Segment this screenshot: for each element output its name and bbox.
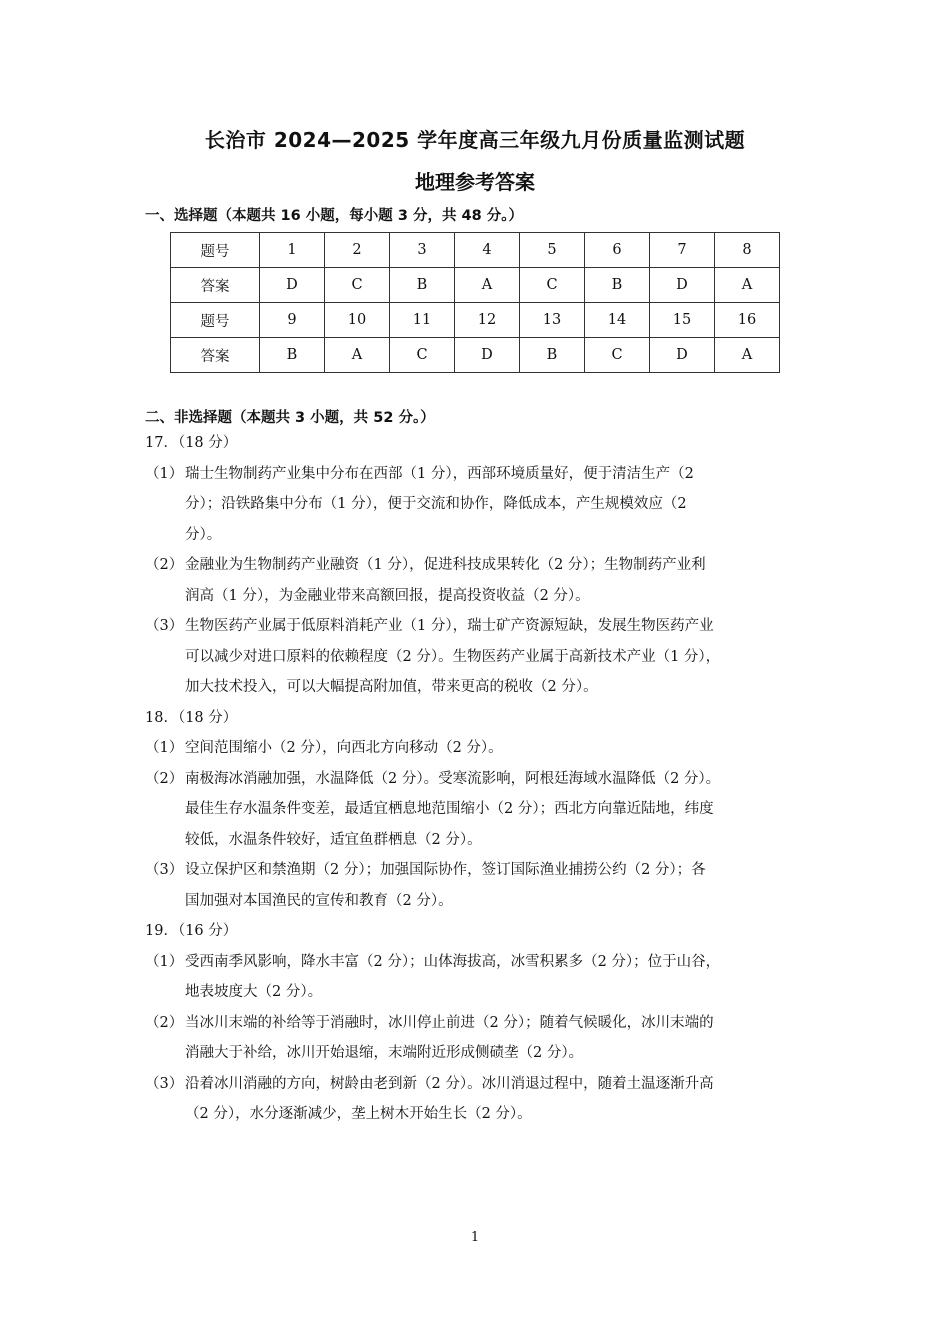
table-row: [171, 303, 780, 338]
answer-item-number: （1）: [145, 740, 184, 756]
table-row: [171, 233, 780, 268]
table-cell: B: [390, 268, 455, 303]
page-number: 1: [470, 1230, 480, 1245]
table-row-label: 答案: [171, 338, 260, 373]
answer-item: [145, 611, 835, 703]
table-cell: 12: [455, 303, 520, 338]
table-cell: 6: [585, 233, 650, 268]
table-cell: C: [585, 338, 650, 373]
table-cell: 3: [390, 233, 455, 268]
answer-item: [145, 1008, 835, 1069]
table-cell: D: [650, 338, 715, 373]
table-row-label: 题号: [171, 303, 260, 338]
table-cell: 9: [260, 303, 325, 338]
table-cell: 5: [520, 233, 585, 268]
answer-item: [145, 764, 835, 856]
table-cell: B: [585, 268, 650, 303]
answer-table: [170, 232, 780, 373]
table-cell: B: [260, 338, 325, 373]
answer-item-number: （2）: [145, 770, 184, 787]
table-cell: B: [520, 338, 585, 373]
table-cell: C: [390, 338, 455, 373]
table-cell: A: [325, 338, 390, 373]
question-heading: 19．（16 分）: [145, 923, 238, 939]
table-row-label: 题号: [171, 233, 260, 268]
table-cell: C: [325, 268, 390, 303]
table-cell: D: [455, 338, 520, 373]
question-heading: 17．（18 分）: [145, 435, 238, 451]
answer-item-number: （1）: [145, 465, 184, 482]
table-cell: 2: [325, 233, 390, 268]
table-cell: 1: [260, 233, 325, 268]
document-title: 长治市 2024—2025 学年度高三年级九月份质量监测试题: [204, 128, 746, 152]
answer-item-number: （3）: [145, 862, 184, 878]
answer-item-number: （2）: [145, 1014, 184, 1031]
table-cell: 8: [715, 233, 780, 268]
answer-item: [145, 855, 835, 916]
answer-item-number: （1）: [145, 953, 184, 970]
document-subtitle: 地理参考答案: [415, 170, 535, 194]
table-cell: 7: [650, 233, 715, 268]
answer-item-text: 生物医药产业属于低原料消耗产业（1 分），瑞士矿产资源短缺，发展生物医药产业 可以减少对进口原料的依赖程度（2 分）。生物医药产业属于高新技术产业（1 分）， 加大技术投入，可以大幅提高附加值，带来更高的税收（2 分）。: [185, 618, 721, 695]
table-cell: 16: [715, 303, 780, 338]
table-cell: A: [715, 338, 780, 373]
answer-item-number: （3）: [145, 618, 184, 634]
table-cell: 13: [520, 303, 585, 338]
answer-item: [145, 550, 835, 611]
table-cell: 11: [390, 303, 455, 338]
answer-item-text: 空间范围缩小（2 分），向西北方向移动（2 分）。: [185, 740, 503, 756]
answer-item-number: （3）: [145, 1075, 184, 1092]
answer-item-text: 沿着冰川消融的方向，树龄由老到新（2 分）。冰川消退过程中，随着土温逐渐升高 （2 分），水分逐渐减少，垄上树木开始生长（2 分）。: [185, 1075, 714, 1122]
answers-body: [145, 428, 835, 1130]
answer-item-text: 当冰川末端的补给等于消融时，冰川停止前进（2 分）；随着气候暖化，冰川末端的 消融大于补给，冰川开始退缩，末端附近形成侧碛垄（2 分）。: [185, 1014, 714, 1061]
answer-item: [145, 1069, 835, 1130]
table-cell: D: [650, 268, 715, 303]
table-row: [171, 338, 780, 373]
answer-item-text: 南极海冰消融加强，水温降低（2 分）。受寒流影响，阿根廷海域水温降低（2 分）。 最佳生存水温条件变差，最适宜栖息地范围缩小（2 分）；西北方向靠近陆地，纬度 较低，水温条件较好，适宜鱼群栖息（2 分）。: [185, 770, 721, 848]
table-cell: 10: [325, 303, 390, 338]
answer-item-text: 金融业为生物制药产业融资（1 分），促进科技成果转化（2 分）；生物制药产业利 润高（1 分），为金融业带来高额回报，提高投资收益（2 分）。: [185, 557, 706, 604]
table-cell: A: [455, 268, 520, 303]
answer-item: [145, 733, 835, 764]
answer-item: [145, 459, 835, 551]
question-heading: 18．（18 分）: [145, 709, 238, 726]
table-cell: 4: [455, 233, 520, 268]
answer-item-text: 受西南季风影响，降水丰富（2 分）；山体海拔高，冰雪积累多（2 分）；位于山谷， 地表坡度大（2 分）。: [185, 953, 721, 1000]
answer-item-number: （2）: [145, 557, 184, 573]
section2-heading: 二、非选择题（本题共 3 小题，共 52 分。）: [145, 410, 435, 426]
table-row: [171, 268, 780, 303]
section1-heading: 一、选择题（本题共 16 小题，每小题 3 分，共 48 分。）: [145, 208, 523, 224]
answer-item: [145, 947, 835, 1008]
answer-item-text: 瑞士生物制药产业集中分布在西部（1 分），西部环境质量好，便于清洁生产（2 分）；沿铁路集中分布（1 分），便于交流和协作，降低成本，产生规模效应（2 分）。: [185, 465, 694, 543]
table-cell: D: [260, 268, 325, 303]
table-cell: A: [715, 268, 780, 303]
table-cell: C: [520, 268, 585, 303]
table-cell: 14: [585, 303, 650, 338]
table-row-label: 答案: [171, 268, 260, 303]
table-cell: 15: [650, 303, 715, 338]
answer-item-text: 设立保护区和禁渔期（2 分）；加强国际协作，签订国际渔业捕捞公约（2 分）；各 国加强对本国渔民的宣传和教育（2 分）。: [185, 862, 706, 909]
